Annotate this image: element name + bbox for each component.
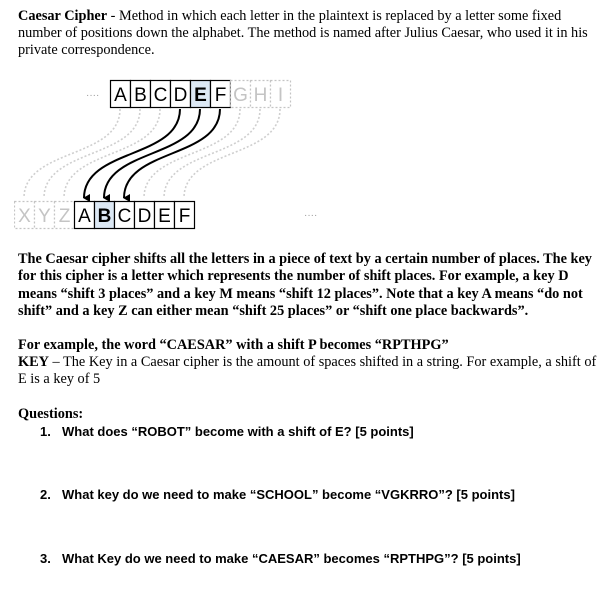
cipher-letter-f xyxy=(175,202,195,229)
cell-letter: Z xyxy=(58,206,71,227)
intro-paragraph xyxy=(18,8,603,58)
ciphertext-row xyxy=(15,202,195,229)
question-number: 3. xyxy=(40,551,51,566)
cell-letter: C xyxy=(117,206,132,227)
plain-letter-g xyxy=(231,81,251,108)
bold-arrows xyxy=(84,109,220,198)
plain-letter-d xyxy=(171,81,191,108)
explanation-paragraph: The Caesar cipher shifts all the letters in a piece of text by a certain number of places. The key for this cipher is a letter which represents the number of shift places. For example, a key D means “shift 3 places” and a key M means “shift 12 places”. Note that a key A means “do not shift” and a key Z can either mean “shift 25 places” or “shift one place backwards”. xyxy=(18,251,592,320)
cipher-letter-a xyxy=(75,202,95,229)
plain-letter-f xyxy=(211,81,231,108)
question-text: What Key do we need to make “CAESAR” becomes “RPTHPG”? [5 points] xyxy=(62,551,521,566)
question-2 xyxy=(40,487,515,502)
plain-letter-e xyxy=(191,81,211,108)
question-number: 1. xyxy=(40,424,51,439)
cell-letter: I xyxy=(277,85,284,106)
cell-letter: C xyxy=(153,85,168,106)
shift-arrow-d xyxy=(84,109,180,198)
question-text: What does “ROBOT” become with a shift of E? [5 points] xyxy=(62,424,414,439)
cipher-letter-x xyxy=(15,202,35,229)
shift-arrow-b xyxy=(44,109,140,198)
plaintext-row xyxy=(111,81,291,108)
plain-letter-h xyxy=(251,81,271,108)
cell-letter: A xyxy=(78,206,91,227)
cell-letter: Y xyxy=(38,206,51,227)
example-line: For example, the word “CAESAR” with a shift P becomes “RPTHPG” xyxy=(18,337,449,353)
shift-arrow-c xyxy=(64,109,160,198)
cell-letter: G xyxy=(233,85,248,106)
cell-letter: F xyxy=(178,206,191,227)
cell-letter: F xyxy=(214,85,227,106)
shift-arrow-h xyxy=(164,109,260,198)
shift-arrow-i xyxy=(184,109,280,198)
cell-letter: B xyxy=(97,206,112,227)
questions-heading: Questions: xyxy=(18,406,84,422)
plain-letter-a xyxy=(111,81,131,108)
question-number: 2. xyxy=(40,487,51,502)
cipher-letter-y xyxy=(35,202,55,229)
cipher-letter-b xyxy=(95,202,115,229)
key-term: KEY xyxy=(18,354,49,370)
cipher-letter-d xyxy=(135,202,155,229)
plain-letter-i xyxy=(271,81,291,108)
plain-letter-c xyxy=(151,81,171,108)
intro-term: Caesar Cipher xyxy=(18,8,108,24)
shift-arrow-e xyxy=(104,109,200,198)
ellipsis-bottom: ···· xyxy=(304,210,318,221)
cell-letter: B xyxy=(134,85,147,106)
cell-letter: E xyxy=(194,85,207,106)
cell-letter: D xyxy=(173,85,188,106)
question-1 xyxy=(40,424,414,439)
cipher-letter-z xyxy=(55,202,75,229)
question-3 xyxy=(40,551,521,566)
shift-arrow-a xyxy=(24,109,120,198)
cell-letter: D xyxy=(137,206,152,227)
cell-letter: A xyxy=(114,85,127,106)
intro-text: - Method in which each letter in the plaintext is replaced by a letter some fixed number of positions down the alphabet. The method is named after Julius Caesar, who used it in his private correspondence. xyxy=(18,8,588,58)
question-text: What key do we need to make “SCHOOL” become “VGKRRO”? [5 points] xyxy=(62,487,515,502)
cell-letter: X xyxy=(18,206,31,227)
cipher-letter-c xyxy=(115,202,135,229)
key-text: – The Key in a Caesar cipher is the amount of spaces shifted in a string. For example, a shift of E is a key of 5 xyxy=(18,354,597,387)
ellipsis-top: ···· xyxy=(86,90,100,101)
plain-letter-b xyxy=(131,81,151,108)
key-definition xyxy=(18,354,598,388)
shift-arrow-g xyxy=(144,109,240,198)
cell-letter: H xyxy=(253,85,268,106)
cell-letter: E xyxy=(158,206,171,227)
caesar-shift-diagram xyxy=(14,76,394,234)
shift-arrow-f xyxy=(124,109,220,198)
cipher-letter-e xyxy=(155,202,175,229)
